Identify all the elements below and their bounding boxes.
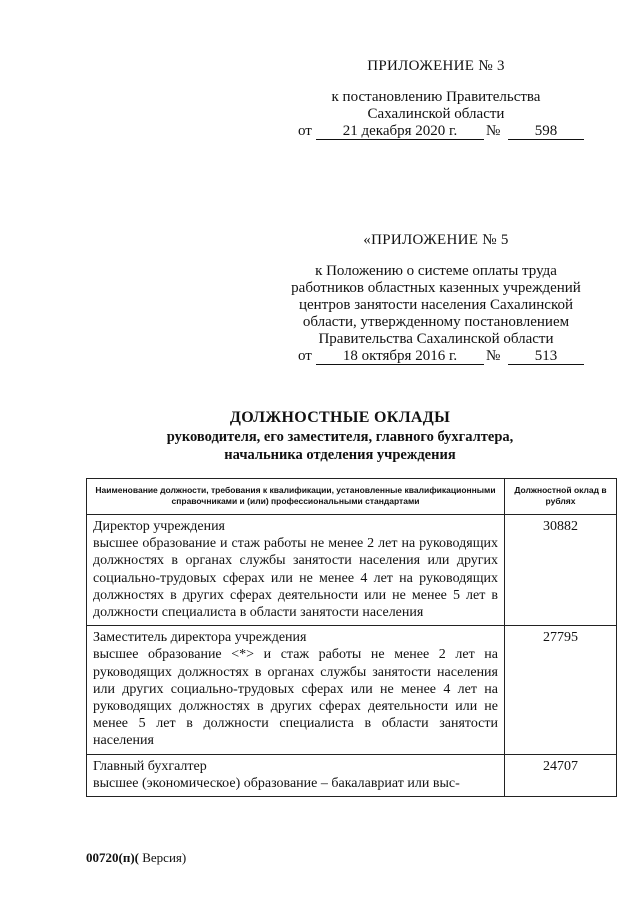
decree-date: 18 октября 2016 г. bbox=[316, 348, 484, 365]
position-cell bbox=[87, 515, 505, 626]
salary-value: 30882 bbox=[505, 515, 617, 626]
approval-line: к Положению о системе оплаты труда bbox=[315, 263, 557, 279]
decree-number: 513 bbox=[508, 348, 584, 365]
heading-subtitle: руководителя, его заместителя, главного бухгалтера, bbox=[166, 429, 514, 445]
position-requirements: высшее образование <*> и стаж работы не менее 2 лет на руководящих должностях в органах службы занятости населения или других социально-трудовых сферах или не менее 4 лет на руководящих должностях в других сферах деятельности или не менее 5 лет в должности специалиста в области занятости населения bbox=[93, 647, 498, 749]
from-label: от bbox=[298, 123, 312, 139]
approval-block-regulation bbox=[286, 232, 586, 366]
salary-table bbox=[86, 478, 617, 797]
salary-value: 27795 bbox=[505, 626, 617, 754]
number-label: № bbox=[486, 348, 501, 364]
decree-reference bbox=[286, 348, 586, 366]
table-row bbox=[87, 515, 617, 626]
approval-title: «ПРИЛОЖЕНИЕ № 5 bbox=[363, 232, 509, 248]
table-header-row bbox=[87, 479, 617, 515]
approval-line: Сахалинской области bbox=[367, 106, 505, 122]
document-code bbox=[86, 850, 186, 866]
table-row bbox=[87, 754, 617, 796]
salary-value: 24707 bbox=[505, 754, 617, 796]
from-label: от bbox=[298, 348, 312, 364]
approval-line: области, утвержденному постановлением bbox=[302, 314, 570, 330]
header-position-requirements: Наименование должности, требования к квалификации, установленные квалификационными справочниками и (или) профессиональными стандартами bbox=[87, 479, 505, 515]
heading-subtitle: начальника отделения учреждения bbox=[224, 447, 456, 463]
approval-line: работников областных казенных учреждений bbox=[291, 280, 581, 296]
position-title: Директор учреждения bbox=[93, 519, 225, 534]
position-title: Заместитель директора учреждения bbox=[93, 630, 307, 646]
position-title: Главный бухгалтер bbox=[93, 758, 207, 774]
approval-line: Правительства Сахалинской области bbox=[318, 331, 554, 347]
position-requirements: высшее (экономическое) образование – бакалавриат или выс- bbox=[93, 775, 460, 791]
heading-title: ДОЛЖНОСТНЫЕ ОКЛАДЫ bbox=[229, 409, 451, 426]
approval-line: к постановлению Правительства bbox=[331, 89, 541, 105]
decree-number: 598 bbox=[508, 123, 584, 140]
position-cell bbox=[87, 626, 505, 754]
document-version: Версия) bbox=[138, 850, 187, 865]
decree-date: 21 декабря 2020 г. bbox=[316, 123, 484, 140]
approval-block-government-decree bbox=[286, 58, 586, 141]
approval-line: центров занятости населения Сахалинской bbox=[298, 297, 574, 313]
position-requirements: высшее образование и стаж работы не менее 2 лет на руководящих должностях в органах службы занятости населения или других социально-трудовых сферах или не менее 4 лет на руководящих должностях в других сферах деятельности или не менее 5 лет в должности специалиста в области занятости населения bbox=[93, 536, 498, 621]
position-cell bbox=[87, 754, 505, 796]
decree-reference bbox=[286, 123, 586, 141]
number-label: № bbox=[486, 123, 501, 139]
header-salary: Должностной оклад в рублях bbox=[505, 479, 617, 515]
table-row bbox=[87, 626, 617, 754]
approval-title: ПРИЛОЖЕНИЕ № 3 bbox=[367, 58, 505, 74]
document-code-number: 00720(п)( bbox=[86, 850, 139, 865]
document-heading bbox=[60, 408, 620, 464]
